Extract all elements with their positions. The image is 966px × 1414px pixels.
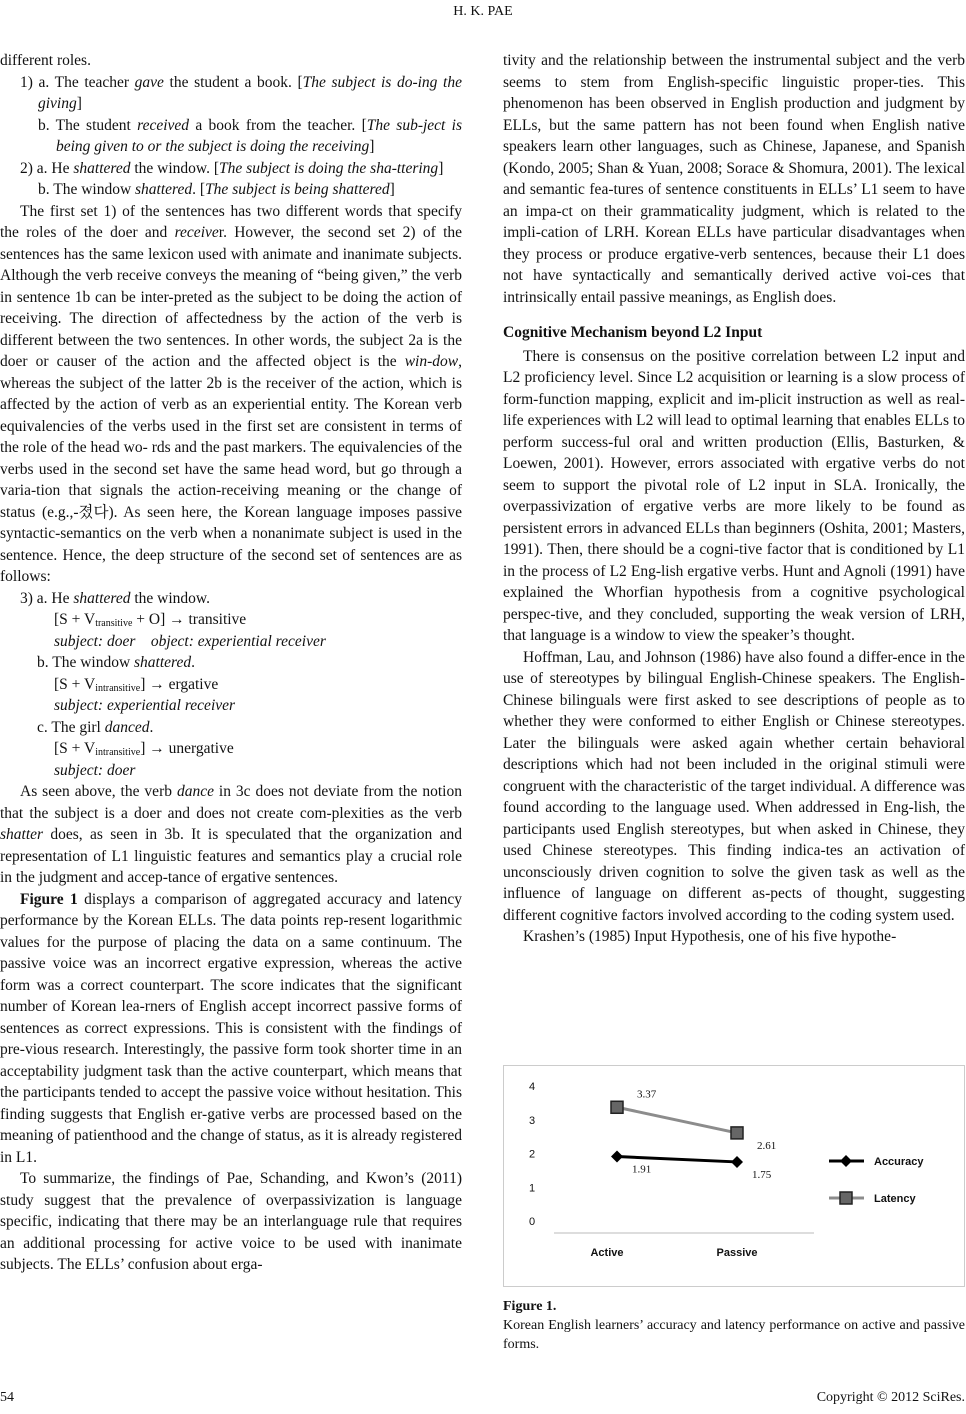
paragraph-first-set: The first set 1) of the sentences has two different words that specify the roles of the doer and receiver. However, the second set 2) of the sentences has the same lexicon used with animate and inanimate subjects. Although the verb receive conveys the meaning of “being given,” the verb in sentence 1b can be inter-preted as the subject to be doing the action of receiving. The direction of affectedness by the action of the verb is different between the two sentences. In other words, the subject 2a is the doer or causer of the action and the affected object is the win-dow, whereas the subject of the latter 2b is the receiver of the action, which is affected by the action of verb as an experiential entity. The Korean verb equivalencies of the verbs used in the first set are consistent in terms of the role of the head wo- rds and the past markers. The equivalencies of the verbs used in the second set have the same head word, but go through a varia-tion that signals the action-receiving meaning or the change of status (e.g.,-졌다). As seen here, the Korean language imposes passive syntactic-semantics on the verb when a nonanimate subject is used in the sentence. Hence, the deep structure of the second set of sentences are as follows:	[0, 202, 463, 585]
page-number: 54	[0, 1390, 14, 1405]
data-label: 1.75	[752, 1168, 772, 1181]
running-header: H. K. PAE	[453, 4, 513, 19]
formula-subscript: intransitive	[95, 682, 141, 694]
legend-marker	[840, 1155, 852, 1167]
legend-marker	[840, 1192, 852, 1204]
figure-label: Figure 1.	[503, 1299, 557, 1314]
example-3b-formula	[0, 674, 462, 696]
figure-caption	[503, 1297, 965, 1354]
x-tick-label: Active	[590, 1247, 624, 1259]
example-1b: b. The student received a book from the teacher. [The sub-ject is being given to or the subject is doing the receiving]	[38, 116, 462, 155]
right-column	[503, 50, 965, 948]
paragraph-figure-1	[0, 889, 462, 1169]
formula-part: ] → unergative	[140, 740, 234, 757]
paragraph-continuation: different roles.	[0, 52, 91, 69]
figure-ref: Figure 1	[20, 890, 78, 908]
data-label: 2.61	[757, 1139, 777, 1152]
example-3a-formula	[0, 609, 462, 631]
section-heading: Cognitive Mechanism beyond L2 Input	[503, 324, 763, 341]
paragraph-krashen: Krashen’s (1985) Input Hypothesis, one of his five hypothe-	[523, 928, 897, 945]
paragraph-dance: As seen above, the verb dance in 3c does not deviate from the notion that the subject is a doer and does not create com-plexities as the verb shatter does, as seen in 3b. It is speculated that the organization and representation of L1 linguistic features and semantics play a crucial role in the judgment and accep-tance of ergative sentences.	[0, 783, 462, 886]
formula-subscript: intransitive	[95, 747, 141, 758]
data-point-accuracy	[611, 1151, 623, 1163]
left-column	[0, 50, 462, 1276]
paragraph-stereotypes: Hoffman, Lau, and Johnson (1986) have also found a differ-ence in the use of stereotypes by bilingual English-Chinese speakers. The English-Chinese bilinguals were first asked to see descriptions of people as to whether they were conformed to either English or Chinese stereotypes. Later the bilinguals were asked again whether certain behavioral descriptions which had not been included in the original stimuli were congruent with the characteristic of the target individual. A difference was found according to the language used. When addressed in Eng-lish, the participants used English stereotypes, but when asked in Chinese, they used Chinese stereotypes. This finding indica-tes an activation of unconsciously driven cognition to solve the given task as well as the influence of language on different as-pects of thought, suggesting different cognitive factors involved according to the coding system used.	[503, 648, 965, 924]
series-line-latency	[617, 1107, 737, 1133]
data-point-latency	[611, 1101, 623, 1113]
y-tick-label: 3	[528, 1114, 536, 1127]
y-tick-label: 2	[528, 1148, 536, 1161]
paragraph-summary: To summarize, the findings of Pae, Schanding, and Kwon’s (2011) study suggest that the prevalence of overpassivization is language specific, indicating that there may be an interlanguage rule that requires an additional processing for active voice to be used with inanimate subjects. The ELLs’ confusion about erga-	[0, 1170, 462, 1273]
example-3c-formula	[0, 738, 462, 760]
paragraph-l2-input: There is consensus on the positive correlation between L2 input and L2 proficiency level. Since L2 acquisition or learning is a slow process of form-function mapping, explicit and im-plicit instruction as well as real-life experiences with L2 will lead to optimal learning that enables ELLs to perform success-ful oral and written production (Ellis, Basturken, & Loewen, 2001). However, errors associated with ergative verbs do not seem to support the pivotal role of L2 input in SLA. Ironically, the overpassivization of ergative verbs are more likely to be found as persistent errors in advanced ELLs than beginners (Oshita, 2001; Masters, 1991). Then, there should be a cogni-tive factor that is conditioned by L1 in the process of L2 Eng-lish ergative verbs. Hunt and Agnoli (1991) have explained the Whorfian hypothesis from a cognitive psychological perspec-tive, and they concluded, supporting the weak version of LRH, that language is a window to view the speaker’s thought.	[503, 347, 965, 644]
formula-subscript: transitive	[95, 618, 133, 629]
x-tick-label: Passive	[716, 1247, 758, 1259]
data-point-latency	[731, 1127, 743, 1139]
example-3c: c. The girl danced.	[37, 718, 154, 736]
legend-label: Latency	[874, 1193, 916, 1205]
example-3c-roles: subject: doer	[54, 761, 136, 779]
legend-label: Accuracy	[874, 1156, 924, 1168]
example-3b-roles: subject: experiential receiver	[54, 697, 236, 714]
data-point-accuracy	[731, 1156, 743, 1168]
example-3a: 3) a. He shattered the window.	[20, 589, 210, 607]
line-chart	[504, 1066, 964, 1286]
paragraph-continuation: tivity and the relationship between the instrumental subject and the verb seems to stem from English-specific linguistic proper-ties. This phenomenon has been observed in English production and judgment by ELLs, but the same pattern has not been found when English native speakers learn other languages, such as Chinese, Japanese, and Spanish (Kondo, 2005; Shan & Yuan, 2008; Sorace & Shomura, 2001). The lexical and semantic fea-tures of sentence constituents in ELLs’ L1 seem to have an impa-ct on their grammaticality judgment, which is related to the impli-cation of LRH. Korean ELLs have particular disadvantages when they process or produce ergative-verb sentences, because their L1 does not have syntactically and semantically derived active voi-ces that intrinsically entail passive meanings, as English does.	[503, 52, 965, 306]
copyright: Copyright © 2012 SciRes.	[816, 1390, 965, 1405]
series-line-accuracy	[617, 1157, 737, 1162]
formula-part: + O] → transitive	[132, 611, 247, 628]
data-label: 1.91	[632, 1163, 652, 1176]
figure-1-chart	[503, 1065, 965, 1287]
y-tick-label: 0	[528, 1216, 536, 1228]
figure-caption-text: Korean English learners’ accuracy and latency performance on active and passive forms.	[503, 1318, 965, 1352]
y-tick-label: 1	[528, 1182, 536, 1195]
example-3b: b. The window shattered.	[37, 654, 196, 671]
formula-part: [S + V	[54, 675, 96, 693]
paragraph-text: displays a comparison of aggregated accuracy and latency performance by the Korean ELLs. The data points rep-resent logarithmic values for the purpose of placing the data on a same continuum. The passive voice was an incorrect ergative expression, whereas the active form was a correct counterpart. The score indicates that the significant number of Korean lea-rners of English accept incorrect passive forms of sentences as correct expressions. This is consistent with the findings of pre-vious research. Interestingly, the passive form took shorter time in an acceptability judgment task than the active counterpart, which means that the participants tended to accept the passive voice without hesitation. This finding suggests that English er-gative verbs are processed based on the meaning of patienthood and the change of status, as it is already registered in L1.	[0, 890, 463, 1166]
formula-part: [S + V	[54, 611, 96, 628]
example-3a-roles: subject: doer object: experiential receiver	[54, 632, 326, 650]
data-label: 3.37	[637, 1088, 657, 1101]
formula-part: ] → ergative	[140, 675, 219, 693]
example-1a: 1) a. The teacher gave the student a book. [The subject is do-ing the giving]	[20, 73, 462, 112]
example-2b: b. The window shattered. [The subject is being shattered]	[38, 181, 395, 198]
y-tick-label: 4	[528, 1081, 536, 1093]
formula-part: [S + V	[54, 740, 96, 757]
example-2a: 2) a. He shattered the window. [The subject is doing the sha-ttering]	[20, 159, 444, 177]
